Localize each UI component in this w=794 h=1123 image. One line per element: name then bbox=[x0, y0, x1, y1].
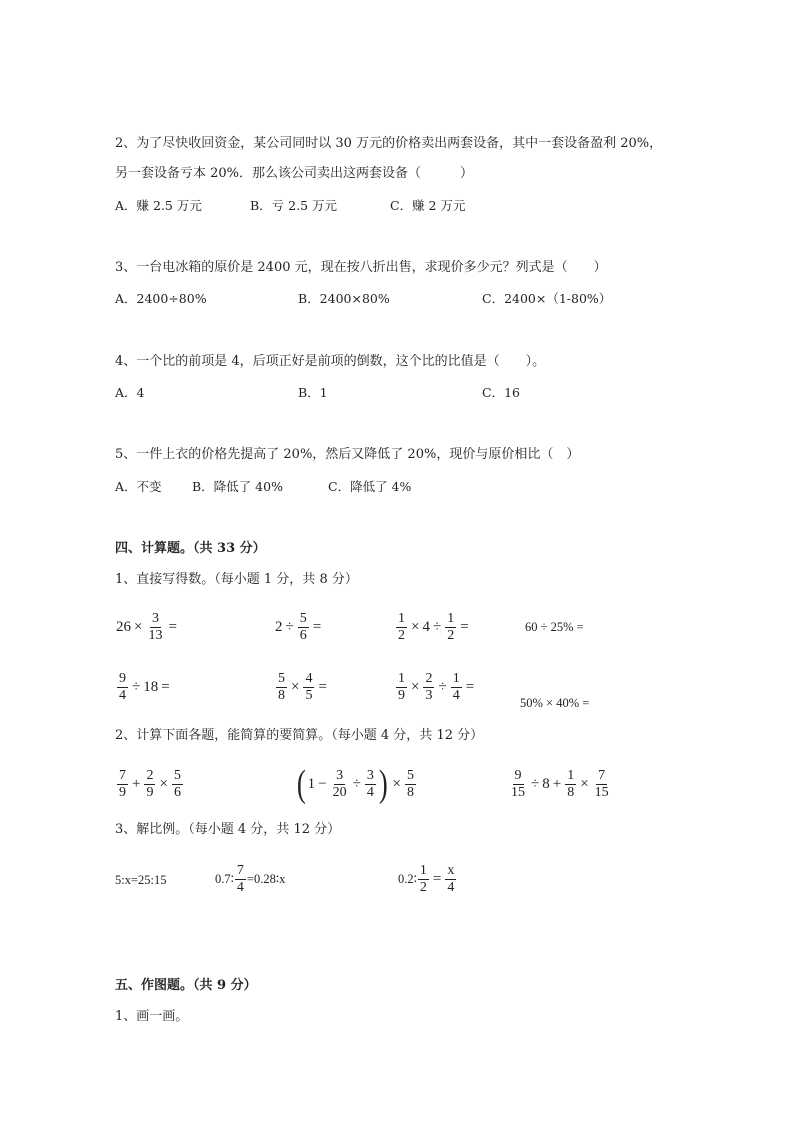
section5-title: 五、作图题。（共 9 分） bbox=[115, 978, 257, 993]
denominator: 4 bbox=[119, 687, 126, 703]
q4-option-b: B．1 bbox=[298, 385, 328, 400]
right-paren: ) bbox=[378, 763, 388, 805]
expr-operator: × bbox=[134, 618, 143, 635]
fraction bbox=[235, 864, 246, 895]
fraction bbox=[396, 672, 407, 703]
expr-number: 26 bbox=[116, 618, 131, 635]
fraction bbox=[144, 769, 155, 800]
fraction bbox=[593, 769, 611, 800]
denominator: 4 bbox=[236, 879, 244, 895]
fraction bbox=[565, 769, 576, 800]
denominator: 4 bbox=[452, 687, 460, 703]
numerator: 4 bbox=[305, 670, 313, 686]
numerator: 3 bbox=[366, 767, 374, 783]
expr-1-9-times-2-3-div-1-4 bbox=[395, 668, 477, 706]
expr-operator: ÷ bbox=[432, 618, 442, 635]
section4-part1-heading: 1、直接写得数。（每小题 1 分，共 8 分） bbox=[115, 572, 358, 587]
denominator: 2 bbox=[419, 879, 427, 895]
numerator: 3 bbox=[151, 610, 159, 626]
calc-paren-1-minus-3-20-div-3-4-times-5-8 bbox=[295, 762, 417, 806]
expr-operator: + bbox=[552, 775, 562, 792]
fraction bbox=[451, 672, 462, 703]
section4-part2-heading: 2、计算下面各题，能简算的要简算。（每小题 4 分，共 12 分） bbox=[115, 728, 484, 743]
denominator: 3 bbox=[425, 687, 433, 703]
expr-operator: × bbox=[411, 618, 420, 635]
fraction bbox=[298, 612, 309, 643]
q5-option-c: C．降低了 4% bbox=[328, 479, 412, 494]
denominator: 15 bbox=[594, 784, 609, 800]
q5-option-b: B．降低了 40% bbox=[192, 479, 283, 494]
denominator: 6 bbox=[299, 627, 307, 643]
fraction bbox=[423, 672, 434, 703]
q2-option-c: C．赚 2 万元 bbox=[390, 198, 466, 213]
numerator: 7 bbox=[236, 862, 244, 878]
proportion-2 bbox=[215, 858, 285, 900]
denominator: 6 bbox=[173, 784, 181, 800]
q4-option-a: A．4 bbox=[115, 385, 145, 400]
equals-sign: = bbox=[465, 678, 475, 695]
q3-option-a: A．2400÷80% bbox=[115, 291, 207, 306]
section4-title: 四、计算题。（共 33 分） bbox=[115, 541, 266, 556]
expr-operator: × bbox=[392, 775, 401, 792]
q2-option-a: A．赚 2.5 万元 bbox=[115, 198, 202, 213]
expr-26-times-3-13 bbox=[116, 608, 180, 646]
numerator: 1 bbox=[452, 670, 460, 686]
expr-operator: × bbox=[159, 775, 168, 792]
equals-sign: = bbox=[432, 870, 442, 887]
equals-sign: = bbox=[312, 618, 322, 635]
numerator: 2 bbox=[146, 767, 154, 783]
expr-number: 1 bbox=[307, 775, 316, 792]
denominator: 20 bbox=[332, 784, 347, 800]
denominator: 13 bbox=[148, 627, 163, 643]
expr-5-8-times-4-5 bbox=[275, 668, 330, 706]
numerator: x bbox=[447, 862, 455, 878]
fraction bbox=[117, 672, 128, 703]
fraction bbox=[509, 769, 527, 800]
denominator: 8 bbox=[278, 687, 285, 703]
numerator: 3 bbox=[336, 767, 344, 783]
q2-text-line1: 2、为了尽快收回资金，某公司同时以 30 万元的价格卖出两套设备，其中一套设备盈利 20%， bbox=[115, 136, 663, 151]
expr-operator: + bbox=[132, 775, 141, 792]
numerator: 1 bbox=[447, 610, 455, 626]
fraction bbox=[172, 769, 183, 800]
expr-operator: ÷ bbox=[531, 775, 540, 792]
equals-sign: = bbox=[318, 678, 327, 695]
numerator: 9 bbox=[119, 670, 126, 686]
expr-9-4-div-18 bbox=[116, 668, 173, 706]
numerator: 5 bbox=[278, 670, 285, 686]
expr-number: 8 bbox=[542, 775, 550, 792]
expr-operator: ÷ bbox=[132, 678, 141, 695]
expr-60-div-25-percent: 60 ÷ 25% = bbox=[525, 619, 584, 634]
fraction bbox=[146, 612, 164, 643]
q5-text: 5、一件上衣的价格先提高了 20%，然后又降低了 20%，现价与原价相比（ ） bbox=[115, 447, 580, 462]
numerator: 2 bbox=[425, 670, 433, 686]
equals-sign: = bbox=[161, 678, 170, 695]
expr-number: 2 bbox=[275, 618, 283, 635]
fraction bbox=[331, 769, 349, 800]
denominator: 8 bbox=[567, 784, 575, 800]
fraction bbox=[445, 864, 456, 895]
numerator: 7 bbox=[598, 767, 606, 783]
fraction bbox=[276, 672, 287, 703]
numerator: 7 bbox=[119, 767, 126, 783]
q3-text: 3、一台电冰箱的原价是 2400 元，现在按八折出售，求现价多少元？列式是（ ） bbox=[115, 260, 607, 275]
calc-7-9-plus-2-9-times-5-6 bbox=[116, 764, 184, 804]
q3-option-c: C．2400×（1-80%） bbox=[482, 291, 612, 306]
denominator: 9 bbox=[398, 687, 405, 703]
q4-option-c: C．16 bbox=[482, 385, 520, 400]
q3-option-b: B．2400×80% bbox=[298, 291, 390, 306]
expr-operator: ÷ bbox=[438, 678, 447, 695]
denominator: 15 bbox=[511, 784, 525, 800]
expr-operator: × bbox=[580, 775, 589, 792]
fraction bbox=[303, 672, 314, 703]
q2-option-b: B．亏 2.5 万元 bbox=[250, 198, 338, 213]
q4-text: 4、一个比的前项是 4，后项正好是前项的倒数，这个比的比值是（ ）。 bbox=[115, 354, 546, 369]
numerator: 9 bbox=[514, 767, 522, 783]
fraction bbox=[396, 612, 407, 643]
expr-operator: − bbox=[318, 775, 327, 792]
proportion-prefix: 0.2∶ bbox=[398, 871, 417, 886]
fraction bbox=[445, 612, 456, 643]
denominator: 9 bbox=[146, 784, 154, 800]
fraction bbox=[117, 769, 128, 800]
numerator: 5 bbox=[173, 767, 181, 783]
numerator: 1 bbox=[419, 862, 427, 878]
q5-option-a: A．不变 bbox=[115, 479, 162, 494]
expr-number: 4 bbox=[422, 618, 430, 635]
fraction bbox=[405, 769, 416, 800]
expr-50-percent-times-40-percent: 50% × 40% = bbox=[520, 695, 590, 710]
fraction bbox=[365, 769, 376, 800]
expr-operator: ÷ bbox=[285, 618, 294, 635]
proportion-1: 5:x=25:15 bbox=[115, 872, 167, 887]
proportion-3 bbox=[398, 858, 457, 900]
expr-operator: × bbox=[411, 678, 420, 695]
numerator: 1 bbox=[398, 670, 405, 686]
left-paren: ( bbox=[296, 763, 306, 805]
denominator: 9 bbox=[119, 784, 126, 800]
proportion-suffix: =0.28∶x bbox=[246, 871, 286, 886]
section5-part1-heading: 1、画一画。 bbox=[115, 1009, 189, 1024]
denominator: 8 bbox=[406, 784, 414, 800]
numerator: 1 bbox=[567, 767, 575, 783]
denominator: 2 bbox=[398, 627, 405, 643]
denominator: 4 bbox=[447, 879, 455, 895]
denominator: 4 bbox=[366, 784, 374, 800]
expr-operator: ÷ bbox=[352, 775, 361, 792]
denominator: 2 bbox=[447, 627, 455, 643]
fraction bbox=[418, 864, 429, 895]
q2-text-line2: 另一套设备亏本 20%．那么该公司卖出这两套设备（ ） bbox=[115, 166, 474, 181]
denominator: 5 bbox=[305, 687, 313, 703]
expr-half-times-4-div-half bbox=[395, 608, 472, 646]
numerator: 5 bbox=[299, 610, 307, 626]
equals-sign: = bbox=[168, 618, 177, 635]
expr-operator: × bbox=[291, 678, 300, 695]
expr-2-div-5-6 bbox=[275, 608, 324, 646]
numerator: 5 bbox=[406, 767, 414, 783]
equals-sign: = bbox=[460, 618, 469, 635]
numerator: 1 bbox=[398, 610, 405, 626]
proportion-prefix: 0.7∶ bbox=[215, 871, 234, 886]
section4-part3-heading: 3、解比例。（每小题 4 分，共 12 分） bbox=[115, 822, 341, 837]
calc-9-15-div-8-plus-1-8-times-7-15 bbox=[508, 764, 612, 804]
expr-number: 18 bbox=[143, 678, 159, 695]
